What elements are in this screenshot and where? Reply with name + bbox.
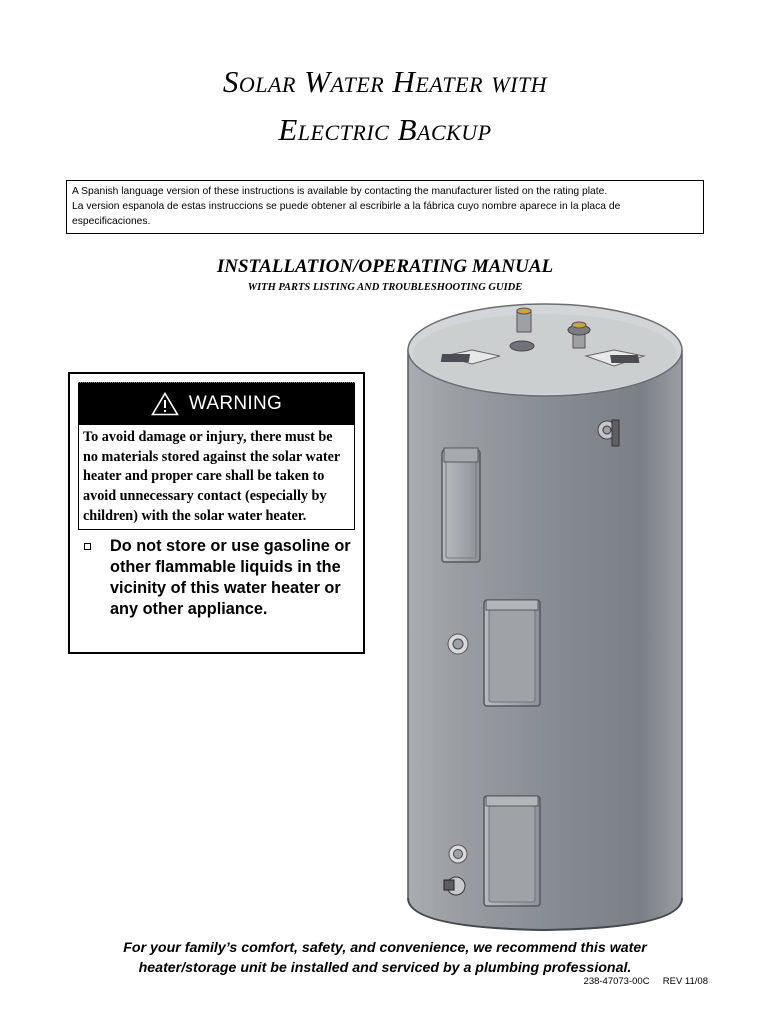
notice-line-1: A Spanish language version of these instructions is available by contacting the manufacturer listed on the rating plate. [72, 186, 608, 197]
warning-text: To avoid damage or injury, there must be no materials stored against the solar water heater and proper care shall be taken to avoid unnecessary contact (especially by children) with the solar water heater. [78, 425, 355, 530]
warning-header [78, 382, 355, 425]
title-line-1: Solar Water Heater with [222, 64, 548, 99]
footer-line-1: For your family’s comfort, safety, and convenience, we recommend this water [123, 940, 647, 956]
title-line-2: Electric Backup [278, 112, 492, 147]
spanish-notice-box [66, 180, 704, 234]
warning-label: WARNING [188, 393, 283, 414]
checkbox-bullet-icon [84, 543, 91, 550]
manual-subtitle: WITH PARTS LISTING AND TROUBLESHOOTING GUIDE [247, 282, 523, 293]
manual-title: INSTALLATION/OPERATING MANUAL [216, 256, 554, 277]
notice-line-2: La version espanola de estas instruccions se puede obtener al escribirle a la fábrica cuyo nombre aparece in la placa de [72, 201, 621, 212]
document-number: 238-47073-00C REV 11/08 [583, 976, 708, 987]
footer-recommendation [0, 938, 770, 978]
warning-bullet-text: Do not store or use gasoline or other flammable liquids in the vicinity of this water heater or any other appliance. [110, 536, 351, 618]
notice-line-3: especificaciones. [72, 216, 151, 227]
warning-bullet-item [84, 536, 355, 620]
document-title [0, 58, 770, 154]
water-heater-illustration [400, 298, 690, 938]
warning-box [68, 372, 365, 654]
footer-line-2: heater/storage unit be installed and serviced by a plumbing professional. [138, 960, 632, 976]
warning-triangle-icon [151, 392, 179, 416]
